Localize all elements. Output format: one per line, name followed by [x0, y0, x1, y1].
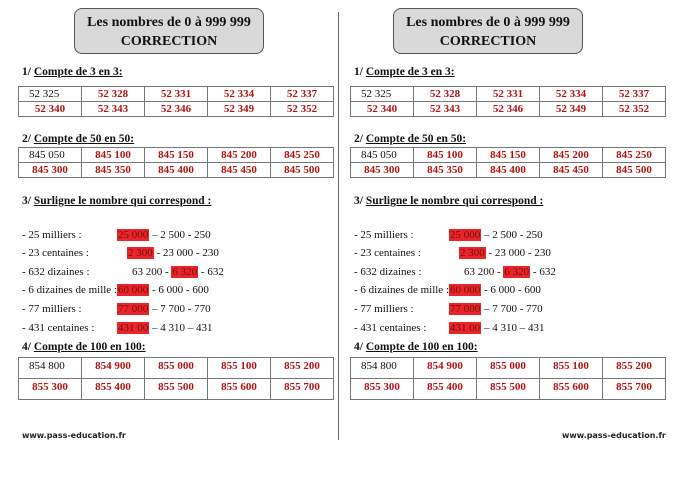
separator: -	[517, 229, 527, 241]
answer-cell: 52 346	[477, 102, 540, 117]
option[interactable]: 431	[196, 322, 213, 334]
match-options	[449, 302, 543, 316]
answer-cell: 52 349	[208, 102, 271, 117]
separator: –	[481, 303, 493, 315]
option[interactable]: 250	[526, 229, 543, 241]
page-divider	[338, 12, 339, 440]
match-line	[354, 265, 556, 279]
answer-cell: 845 150	[477, 148, 540, 163]
answer-cell: 855 000	[477, 358, 540, 379]
answer-cell: 845 450	[540, 163, 603, 178]
answer-cell: 845 300	[19, 163, 82, 178]
section-label: Compte de 100 en 100:	[365, 341, 478, 353]
answer-cell: 52 337	[603, 87, 666, 102]
match-label: - 431 centaines :	[22, 322, 95, 334]
answer-cell: 855 000	[145, 358, 208, 379]
match-line	[354, 302, 543, 316]
separator: -	[185, 229, 195, 241]
section-label: Compte de 100 en 100:	[33, 341, 146, 353]
separator: -	[198, 266, 208, 278]
given-number-cell: 52 325	[351, 87, 414, 102]
option[interactable]: 63 200	[464, 266, 495, 278]
answer-cell: 845 100	[82, 148, 145, 163]
answer-cell: 52 334	[208, 87, 271, 102]
answer-cell: 52 340	[351, 102, 414, 117]
table-count-by-50	[18, 147, 334, 178]
table-row	[351, 87, 666, 102]
separator: -	[185, 303, 195, 315]
highlighted-answer[interactable]: 77 000	[118, 303, 149, 315]
match-line	[22, 265, 224, 279]
highlighted-answer[interactable]: 6 320	[504, 266, 530, 278]
match-options	[449, 228, 543, 242]
answer-cell: 845 150	[145, 148, 208, 163]
answer-cell: 845 250	[271, 148, 334, 163]
title-correction: CORRECTION	[120, 34, 218, 49]
option[interactable]: 230	[534, 247, 551, 259]
match-options	[464, 265, 556, 279]
highlighted-answer[interactable]: 25 000	[450, 229, 481, 241]
left-worksheet	[8, 0, 338, 480]
table-row	[19, 102, 334, 117]
match-line	[354, 321, 545, 335]
separator: -	[149, 284, 159, 296]
answer-cell: 52 337	[271, 87, 334, 102]
section-2-title	[354, 133, 466, 145]
table-row	[19, 379, 334, 400]
answer-cell: 855 600	[208, 379, 271, 400]
table-count-by-100	[18, 357, 334, 400]
option[interactable]: 600	[524, 284, 541, 296]
answer-cell: 845 200	[540, 148, 603, 163]
section-number: 4/	[354, 341, 363, 353]
answer-cell: 52 352	[603, 102, 666, 117]
separator: –	[481, 229, 493, 241]
section-label: Compte de 3 en 3:	[365, 66, 455, 78]
match-options	[127, 246, 219, 260]
answer-cell: 52 328	[414, 87, 477, 102]
match-options	[117, 228, 211, 242]
title-box	[393, 8, 583, 54]
match-label: - 632 dizaines :	[354, 266, 422, 278]
answer-cell: 854 900	[414, 358, 477, 379]
given-number-cell: 845 050	[351, 148, 414, 163]
match-label: - 25 milliers :	[22, 229, 82, 241]
answer-cell: 855 500	[477, 379, 540, 400]
separator: -	[481, 284, 491, 296]
title-box	[74, 8, 264, 54]
answer-cell: 52 331	[477, 87, 540, 102]
answer-cell: 52 346	[145, 102, 208, 117]
option[interactable]: 23 000	[494, 247, 526, 259]
separator: -	[525, 247, 535, 259]
option[interactable]: 2 500	[492, 229, 517, 241]
separator: -	[183, 284, 193, 296]
highlighted-answer[interactable]: 431 00	[450, 322, 481, 334]
match-line	[354, 283, 541, 297]
section-label: Compte de 3 en 3:	[33, 66, 123, 78]
table-count-by-100	[350, 357, 666, 400]
answer-cell: 52 340	[19, 102, 82, 117]
match-label: - 6 dizaines de mille :	[354, 284, 449, 296]
option[interactable]: 770	[194, 303, 211, 315]
table-row	[351, 148, 666, 163]
match-options	[132, 265, 224, 279]
footer-url[interactable]: www.pass-education.fr	[562, 431, 666, 440]
option[interactable]: 770	[526, 303, 543, 315]
match-label: - 25 milliers :	[354, 229, 414, 241]
section-1-title	[22, 66, 123, 78]
table-row	[19, 358, 334, 379]
answer-cell: 845 300	[351, 163, 414, 178]
match-line	[22, 228, 211, 242]
match-label: - 632 dizaines :	[22, 266, 90, 278]
section-3-title	[22, 195, 211, 207]
section-label: Compte de 50 en 50:	[33, 133, 135, 145]
table-row	[19, 163, 334, 178]
answer-cell: 855 700	[271, 379, 334, 400]
match-options	[117, 283, 209, 297]
table-row	[351, 358, 666, 379]
separator: –	[149, 322, 161, 334]
section-number: 2/	[354, 133, 363, 145]
answer-cell: 845 500	[603, 163, 666, 178]
answer-cell: 845 350	[82, 163, 145, 178]
match-line	[354, 228, 543, 242]
answer-cell: 855 200	[271, 358, 334, 379]
separator: -	[153, 247, 163, 259]
section-number: 2/	[22, 133, 31, 145]
section-number: 1/	[354, 66, 363, 78]
option[interactable]: 250	[194, 229, 211, 241]
match-options	[459, 246, 551, 260]
answer-cell: 855 200	[603, 358, 666, 379]
option[interactable]: 2 500	[160, 229, 185, 241]
answer-cell: 52 343	[414, 102, 477, 117]
highlighted-answer[interactable]: 60 000	[118, 284, 149, 296]
answer-cell: 52 349	[540, 102, 603, 117]
match-line	[22, 302, 211, 316]
separator: -	[530, 266, 540, 278]
answer-cell: 845 400	[477, 163, 540, 178]
match-line	[22, 283, 209, 297]
answer-cell: 855 600	[540, 379, 603, 400]
separator: -	[485, 247, 495, 259]
table-row	[351, 163, 666, 178]
highlighted-answer[interactable]: 2 300	[128, 247, 153, 259]
answer-cell: 52 328	[82, 87, 145, 102]
highlighted-answer[interactable]: 6 320	[172, 266, 198, 278]
separator: –	[185, 322, 196, 334]
option[interactable]: 7 700	[160, 303, 185, 315]
answer-cell: 855 400	[414, 379, 477, 400]
highlighted-answer[interactable]: 2 300	[460, 247, 485, 259]
footer-url[interactable]: www.pass-education.fr	[22, 431, 126, 440]
table-row	[19, 87, 334, 102]
title-main: Les nombres de 0 à 999 999	[87, 15, 251, 30]
answer-cell: 855 300	[19, 379, 82, 400]
answer-cell: 855 100	[208, 358, 271, 379]
table-count-by-3	[18, 86, 334, 117]
option[interactable]: 632	[207, 266, 224, 278]
option[interactable]: 6 000	[158, 284, 184, 296]
match-label: - 23 centaines :	[22, 247, 89, 259]
given-number-cell: 52 325	[19, 87, 82, 102]
separator: –	[149, 303, 161, 315]
option[interactable]: 7 700	[492, 303, 517, 315]
answer-cell: 52 331	[145, 87, 208, 102]
answer-cell: 52 343	[82, 102, 145, 117]
table-row	[19, 148, 334, 163]
section-label: Surligne le nombre qui correspond :	[33, 195, 212, 207]
section-4-title	[22, 341, 146, 353]
answer-cell: 855 700	[603, 379, 666, 400]
match-options	[449, 321, 545, 335]
answer-cell: 855 100	[540, 358, 603, 379]
answer-cell: 52 334	[540, 87, 603, 102]
match-label: - 6 dizaines de mille :	[22, 284, 117, 296]
answer-cell: 855 500	[145, 379, 208, 400]
option[interactable]: 632	[539, 266, 556, 278]
option[interactable]: 600	[192, 284, 209, 296]
option[interactable]: 4 310	[160, 322, 185, 334]
table-row	[351, 379, 666, 400]
option[interactable]: 23 000	[162, 247, 194, 259]
answer-cell: 854 900	[82, 358, 145, 379]
answer-cell: 52 352	[271, 102, 334, 117]
answer-cell: 855 300	[351, 379, 414, 400]
option[interactable]: 230	[202, 247, 219, 259]
separator: –	[517, 322, 528, 334]
match-line	[354, 246, 551, 260]
right-worksheet	[340, 0, 670, 480]
section-2-title	[22, 133, 134, 145]
answer-cell: 845 100	[414, 148, 477, 163]
table-count-by-3	[350, 86, 666, 117]
option[interactable]: 6 000	[490, 284, 516, 296]
answer-cell: 845 350	[414, 163, 477, 178]
title-main: Les nombres de 0 à 999 999	[406, 15, 570, 30]
section-number: 1/	[22, 66, 31, 78]
title-correction: CORRECTION	[439, 34, 537, 49]
given-number-cell: 854 800	[351, 358, 414, 379]
separator: -	[193, 247, 203, 259]
given-number-cell: 854 800	[19, 358, 82, 379]
section-3-title	[354, 195, 543, 207]
match-label: - 23 centaines :	[354, 247, 421, 259]
highlighted-answer[interactable]: 77 000	[450, 303, 481, 315]
answer-cell: 845 450	[208, 163, 271, 178]
match-options	[117, 321, 213, 335]
section-4-title	[354, 341, 478, 353]
table-count-by-50	[350, 147, 666, 178]
answer-cell: 845 200	[208, 148, 271, 163]
section-label: Compte de 50 en 50:	[365, 133, 467, 145]
section-number: 3/	[22, 195, 31, 207]
section-label: Surligne le nombre qui correspond :	[365, 195, 544, 207]
given-number-cell: 845 050	[19, 148, 82, 163]
answer-cell: 855 400	[82, 379, 145, 400]
match-label: - 77 milliers :	[22, 303, 82, 315]
answer-cell: 845 400	[145, 163, 208, 178]
match-label: - 77 milliers :	[354, 303, 414, 315]
section-number: 4/	[22, 341, 31, 353]
match-options	[117, 302, 211, 316]
separator: -	[515, 284, 525, 296]
match-options	[449, 283, 541, 297]
match-line	[22, 246, 219, 260]
table-row	[351, 102, 666, 117]
separator: -	[162, 266, 172, 278]
separator: -	[517, 303, 527, 315]
highlighted-answer[interactable]: 25 000	[118, 229, 149, 241]
separator: -	[494, 266, 504, 278]
highlighted-answer[interactable]: 60 000	[450, 284, 481, 296]
separator: –	[481, 322, 493, 334]
separator: –	[149, 229, 161, 241]
option[interactable]: 63 200	[132, 266, 163, 278]
section-1-title	[354, 66, 455, 78]
highlighted-answer[interactable]: 431 00	[118, 322, 149, 334]
match-line	[22, 321, 213, 335]
match-label: - 431 centaines :	[354, 322, 427, 334]
answer-cell: 845 250	[603, 148, 666, 163]
option[interactable]: 431	[528, 322, 545, 334]
answer-cell: 845 500	[271, 163, 334, 178]
option[interactable]: 4 310	[492, 322, 517, 334]
section-number: 3/	[354, 195, 363, 207]
